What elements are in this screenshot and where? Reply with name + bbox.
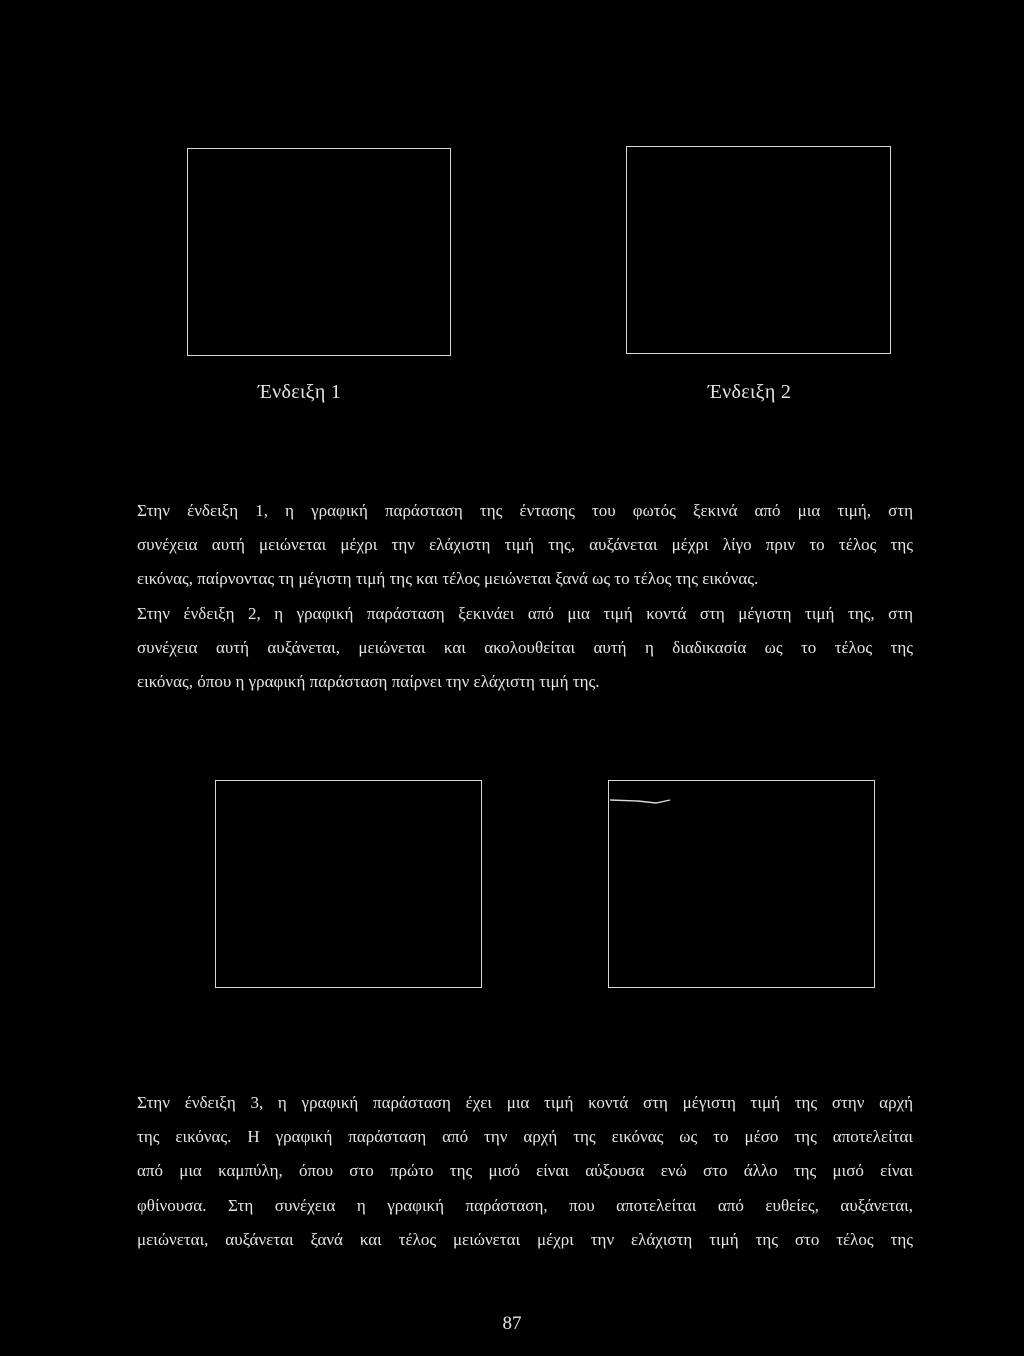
paragraph-2-line: φθίνουσα. Στη συνέχεια η γραφική παράσταση, που αποτελείται από ευθείες, αυξάνεται, (137, 1195, 913, 1215)
paragraph-2 (137, 1086, 913, 1257)
page-number: 87 (502, 1313, 522, 1334)
figure-3-plot-frame (215, 780, 482, 988)
figure-2-caption: Ένδειξη 2 (708, 381, 792, 403)
paragraph-1-line: συνέχεια αυτή μειώνεται μέχρι την ελάχιστη τιμή της, αυξάνεται μέχρι λίγο πριν το τέλος της (137, 535, 913, 555)
figure-1-plot-frame (187, 148, 451, 356)
paragraph-2-line: Στην ένδειξη 3, η γραφική παράσταση έχει μια τιμή κοντά στη μέγιστη τιμή της στην αρχή (137, 1093, 913, 1112)
figure-2-plot-frame (626, 146, 891, 354)
paragraph-1-line: εικόνας, παίρνοντας τη μέγιστη τιμή της και τέλος μειώνεται ξανά ως το τέλος της εικόνας. (137, 569, 759, 589)
paragraph-1 (137, 494, 913, 699)
paragraph-1-line: Στην ένδειξη 1, η γραφική παράσταση της έντασης του φωτός ξεκινά από μια τιμή, στη (137, 501, 913, 520)
paragraph-1-line: Στην ένδειξη 2, η γραφική παράσταση ξεκινάει από μια τιμή κοντά στη μέγιστη τιμή της, στη (137, 603, 913, 623)
figure-1-caption: Ένδειξη 1 (258, 381, 342, 403)
paragraph-2-line: της εικόνας. Η γραφική παράσταση από την αρχή της εικόνας ως το μέσο της αποτελείται (137, 1127, 913, 1147)
paragraph-2-line: από μια καμπύλη, όπου στο πρώτο της μισό είναι αύξουσα ενώ στο άλλο της μισό είναι (137, 1161, 913, 1181)
paragraph-1-line: συνέχεια αυτή αυξάνεται, μειώνεται και ακολουθείται αυτή η διαδικασία ως το τέλος της (137, 637, 913, 657)
figure-4-trace (608, 780, 875, 988)
paragraph-1-line: εικόνας, όπου η γραφική παράσταση παίρνει την ελάχιστη τιμή της. (137, 672, 600, 692)
paragraph-2-line: μειώνεται, αυξάνεται ξανά και τέλος μειώνεται μέχρι την ελάχιστη τιμή της στο τέλος της (137, 1229, 913, 1249)
